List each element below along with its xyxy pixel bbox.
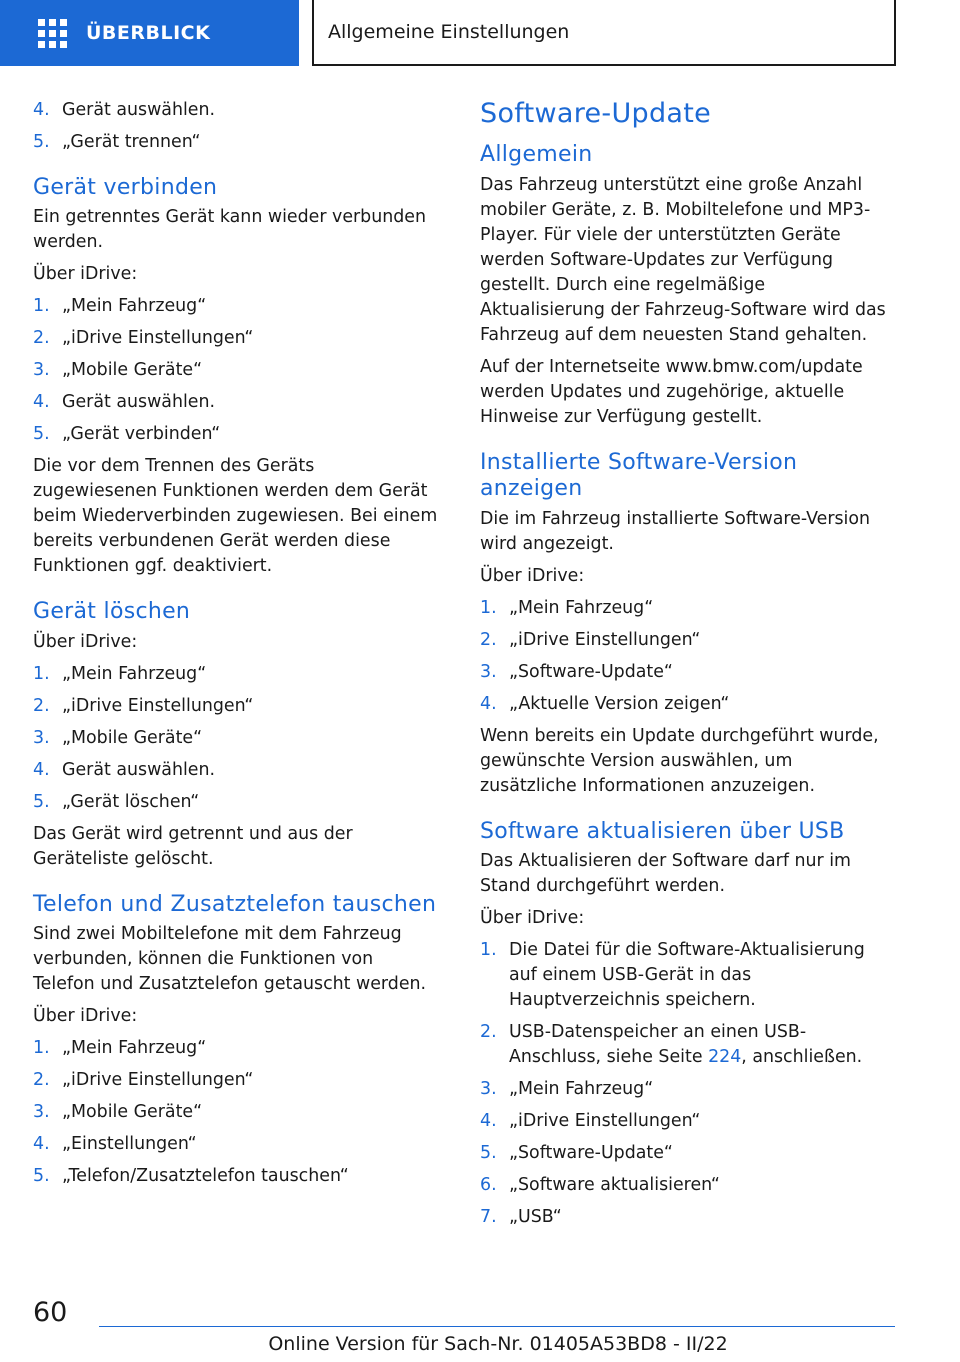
- list-item: 4. „Aktuelle Version zeigen“: [480, 693, 730, 714]
- overview-tab[interactable]: [0, 0, 299, 66]
- installed-via: Über iDrive:: [480, 565, 585, 586]
- list-item: 4. „Einstellungen“: [33, 1134, 197, 1155]
- heading-swap-phones: Telefon und Zusatztelefon tauschen: [33, 891, 437, 917]
- delete-steps: [33, 662, 438, 815]
- list-item: 1. Die Datei für die Software-Aktualisierung auf einem USB-Gerät in das Hauptverzeichnis speichern.: [480, 939, 865, 1010]
- list-item: 3. „Mobile Geräte“: [33, 1102, 203, 1123]
- installed-note: Wenn bereits ein Update durchgeführt wurde, gewünschte Version auswählen, um zusätzliche Informationen anzuzeigen.: [480, 725, 879, 796]
- list-item: 3. „Mobile Geräte“: [33, 727, 203, 748]
- swap-via: Über iDrive:: [33, 1006, 138, 1027]
- list-item: 7. „USB“: [480, 1206, 562, 1227]
- heading-usb-update: Software aktualisieren über USB: [480, 818, 845, 844]
- section-title: Allgemeine Einstellungen: [328, 21, 570, 43]
- heading-connect-device: Gerät verbinden: [33, 175, 218, 200]
- general-paragraph-1: Das Fahrzeug unterstützt eine große Anzahl mobiler Geräte, z. B. Mobiltelefone und MP3-Player. Für viele der unterstützten Geräte werden Software-Updates zur Verfügung gestellt. Durch eine regelmäßige Aktualisierung der Fahrzeug-Software wird das Fahrzeug auf dem neuesten Stand gehalten.: [480, 174, 886, 345]
- disconnect-steps-tail: [33, 98, 438, 155]
- list-item: 2. „iDrive Einstellungen“: [33, 328, 254, 349]
- heading-delete-device: Gerät löschen: [33, 599, 191, 625]
- list-item: 5. „Software-Update“: [480, 1142, 673, 1163]
- connect-steps: [33, 294, 438, 447]
- section-title-tab[interactable]: [312, 0, 896, 66]
- overview-tab-label: ÜBERBLICK: [86, 22, 211, 44]
- footer-online-version: Online Version für Sach-Nr. 01405A53BD8 - II/22: [268, 1333, 728, 1355]
- list-item: 5. „Telefon/Zusatztelefon tauschen“: [33, 1166, 349, 1187]
- list-item: 3. „Software-Update“: [480, 661, 673, 682]
- usb-intro: Das Aktualisieren der Software darf nur im Stand durchgeführt werden.: [480, 850, 851, 896]
- list-item: 1. „Mein Fahrzeug“: [33, 1038, 207, 1059]
- list-item: 3. „Mobile Geräte“: [33, 360, 203, 381]
- heading-general: Allgemein: [480, 142, 593, 168]
- usb-steps: [480, 938, 894, 1230]
- installed-steps: [480, 596, 894, 717]
- right-column: [480, 98, 894, 1237]
- left-column: [33, 98, 438, 1196]
- footer-divider: [99, 1326, 895, 1327]
- list-item: 1. „Mein Fahrzeug“: [33, 663, 207, 684]
- list-item: 3. „Mein Fahrzeug“: [480, 1078, 654, 1099]
- list-item: 4. Gerät auswählen.: [33, 759, 216, 780]
- heading-software-update: Software-Update: [480, 98, 712, 129]
- page-reference-link[interactable]: 224: [708, 1046, 742, 1067]
- list-item: 4. Gerät auswählen.: [33, 100, 216, 120]
- list-item: 2. „iDrive Einstellungen“: [33, 1070, 254, 1091]
- list-item: 2. USB-Datenspeicher an einen USB-Anschluss, siehe Seite 224, anschließen.: [480, 1021, 863, 1067]
- list-item: 1. „Mein Fahrzeug“: [33, 296, 207, 317]
- list-item: 2. „iDrive Einstellungen“: [480, 629, 701, 650]
- list-item: 5. „Gerät trennen“: [33, 132, 201, 152]
- grid-menu-icon: [38, 19, 67, 48]
- heading-installed-version: Installierte Software-Version anzeigen: [480, 449, 798, 502]
- page-header: [0, 0, 960, 66]
- delete-note: Das Gerät wird getrennt und aus der Geräteliste gelöscht.: [33, 823, 353, 869]
- list-item: 5. „Gerät löschen“: [33, 791, 200, 812]
- list-item: 2. „iDrive Einstellungen“: [33, 695, 254, 716]
- delete-via: Über iDrive:: [33, 631, 138, 652]
- list-item: 4. „iDrive Einstellungen“: [480, 1110, 701, 1131]
- swap-intro: Sind zwei Mobiltelefone mit dem Fahrzeug verbunden, können die Funktionen von Telefon und Zusatztelefon getauscht werden.: [33, 924, 427, 995]
- page-number: 60: [33, 1297, 68, 1328]
- swap-steps: [33, 1036, 438, 1189]
- connect-intro: Ein getrenntes Gerät kann wieder verbunden werden.: [33, 207, 427, 253]
- usb-via: Über iDrive:: [480, 907, 585, 928]
- installed-intro: Die im Fahrzeug installierte Software-Version wird angezeigt.: [480, 508, 871, 554]
- list-item: 4. Gerät auswählen.: [33, 392, 216, 413]
- general-paragraph-2: Auf der Internetseite www.bmw.com/update werden Updates und zugehörige, aktuelle Hinweise zur Verfügung gestellt.: [480, 356, 863, 427]
- list-item: 1. „Mein Fahrzeug“: [480, 597, 654, 618]
- connect-via: Über iDrive:: [33, 264, 138, 285]
- list-item: 6. „Software aktualisieren“: [480, 1174, 720, 1195]
- connect-note: Die vor dem Trennen des Geräts zugewiesenen Funktionen werden dem Gerät beim Wiederverbinden zugewiesen. Bei einem bereits verbundenen Gerät werden diese Funktionen ggf. deaktiviert.: [33, 456, 438, 577]
- list-item: 5. „Gerät verbinden“: [33, 424, 221, 445]
